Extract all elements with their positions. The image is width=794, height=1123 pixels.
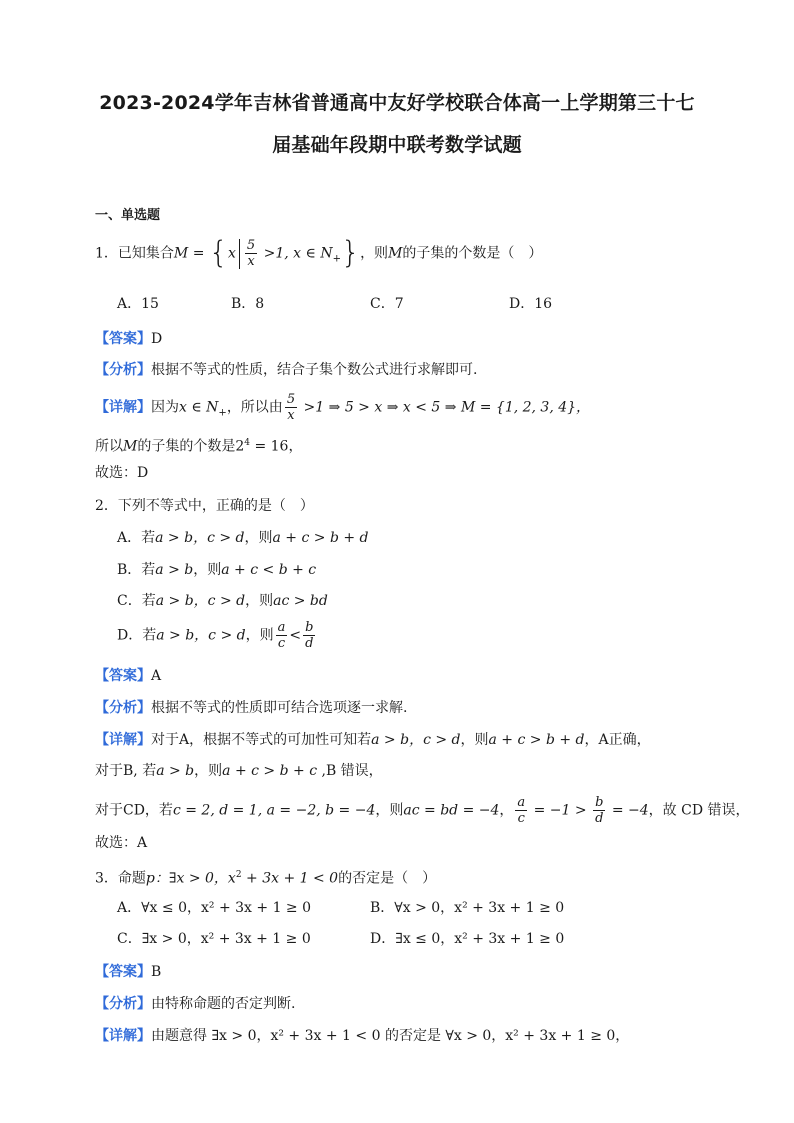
left-brace: { xyxy=(208,235,228,271)
q1-tail: ，则 xyxy=(360,245,389,262)
q1-set-lhs: M = xyxy=(173,245,209,262)
set-bar xyxy=(239,239,240,269)
q2-d-frac-2: $\frac{b}{d}$ xyxy=(305,620,314,651)
q1-number: 1．已知集合 xyxy=(95,245,174,262)
question-2-stem: 2．下列不等式中，正确的是（ ） xyxy=(95,498,314,514)
q3-option-a[interactable]: A．∀x ≤ 0，x² + 3x + 1 ≥ 0 xyxy=(117,900,312,916)
q2-option-d[interactable]: D．若a > b，c > d，则 $\frac{a}{c}$ < $\frac{b}{d}$ xyxy=(117,620,314,651)
q1-option-b[interactable]: B．8 xyxy=(231,296,265,312)
title-line-1: 2023-2024学年吉林省普通高中友好学校联合体高一上学期第三十七 xyxy=(99,92,695,114)
q2-option-b[interactable]: B．若a > b，则a + c < b + c xyxy=(117,562,317,578)
question-3-stem: 3．命题p：∃x > 0，$x^2 + 3x + 1 < 0$的否定是（ ） xyxy=(95,870,437,887)
q2-detail-frac-2: $\frac{b}{d}$ xyxy=(595,795,604,826)
section-heading: 一、单选题 xyxy=(95,208,161,223)
analysis-tag: 【分析】 xyxy=(95,362,151,378)
q1-option-c[interactable]: C．7 xyxy=(370,296,404,312)
q2-d-frac-1: $\frac{a}{c}$ xyxy=(277,620,286,651)
q2-detail-frac-1: $\frac{a}{c}$ xyxy=(517,795,526,826)
detail-tag: 【详解】 xyxy=(95,399,151,416)
q3-option-b[interactable]: B．∀x > 0，x² + 3x + 1 ≥ 0 xyxy=(370,900,565,916)
answer-tag: 【答案】 xyxy=(95,331,151,347)
q2-detail: 【详解】对于A，根据不等式的可加性可知若a > b，c > d，则a + c > b + d，A正确， xyxy=(95,732,651,748)
right-brace: } xyxy=(340,235,361,271)
q3-detail: 【详解】由题意得 ∃x > 0，x² + 3x + 1 < 0 的否定是 ∀x > 0，x² + 3x + 1 ≥ 0， xyxy=(95,1028,630,1044)
q1-analysis: 【分析】根据不等式的性质，结合子集个数公式进行求解即可. xyxy=(95,362,478,378)
q2-choose: 故选：A xyxy=(95,835,148,851)
q2-answer: 【答案】A xyxy=(95,668,162,684)
q2-detail-line-3: 对于CD，若c = 2, d = 1, a = −2, b = −4，则ac = bd = −4， $\frac{a}{c}$ = −1 > $\frac{b}{d}$ = −4，故 CD 错误， xyxy=(95,795,750,826)
q1-detail: 【详解】因为x ∈ $N_+$，所以由 $\frac{5}{x}$ >1 ⇒ 5 > x ⇒ x < 5 ⇒ M = {1, 2, 3, 4}， xyxy=(95,392,591,423)
q1-fraction: $\frac{5}{x}$ xyxy=(246,238,256,269)
q3-analysis: 【分析】由特称命题的否定判断. xyxy=(95,996,296,1012)
q3-option-c[interactable]: C．∃x > 0，x² + 3x + 1 ≥ 0 xyxy=(117,931,311,947)
q1-option-a[interactable]: A．15 xyxy=(117,296,159,312)
q2-option-a[interactable]: A．若a > b，c > d，则a + c > b + d xyxy=(117,530,369,546)
q1-set-sub: + xyxy=(332,253,341,265)
q3-option-d[interactable]: D．∃x ≤ 0，x² + 3x + 1 ≥ 0 xyxy=(370,931,565,947)
q1-detail-fraction: $\frac{5}{x}$ xyxy=(286,392,296,423)
q1-set-var: x xyxy=(227,245,236,262)
q1-tail-2: 的子集的个数是（ ） xyxy=(402,245,543,262)
q2-option-c[interactable]: C．若a > b，c > d，则ac > bd xyxy=(117,593,328,609)
title-line-2: 届基础年段期中联考数学试题 xyxy=(272,134,522,156)
q1-tail-m: M xyxy=(388,245,403,262)
q1-set-cond: >1, x ∈ N xyxy=(259,245,333,262)
q1-detail-line-2: 所以M的子集的个数是$2^4 = 16$， xyxy=(95,438,303,455)
q1-answer: 【答案】D xyxy=(95,331,163,347)
question-1-stem xyxy=(95,235,543,271)
q1-choose: 故选：D xyxy=(95,465,149,481)
q3-answer: 【答案】B xyxy=(95,964,162,980)
q2-analysis: 【分析】根据不等式的性质即可结合选项逐一求解. xyxy=(95,700,408,716)
q1-option-d[interactable]: D．16 xyxy=(509,296,553,312)
q2-detail-line-2: 对于B, 若a > b，则a + c > b + c ,B 错误， xyxy=(95,763,383,779)
